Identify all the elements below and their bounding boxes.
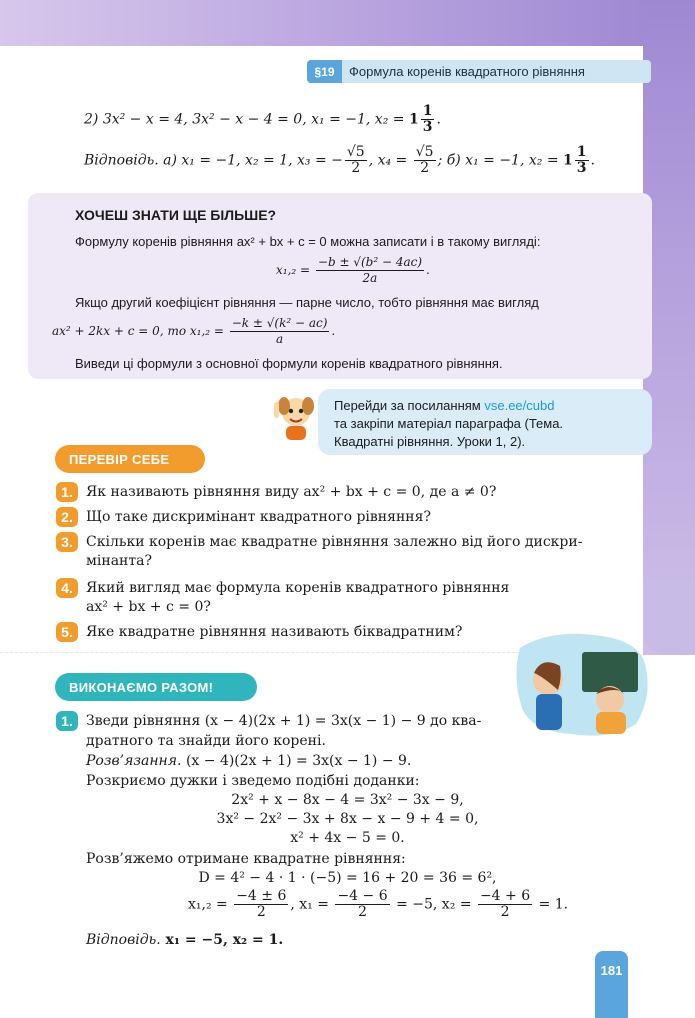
- section-header: [307, 60, 651, 83]
- callout-link[interactable]: vse.ee/cubd: [484, 398, 555, 413]
- answer-label: Відповідь.: [86, 932, 161, 948]
- do-together-header: ВИКОНАЄМО РАЗОМ!: [55, 673, 257, 701]
- question-number: 5.: [56, 622, 78, 642]
- example-answer: Відповідь. а) x₁ = −1, x₂ = 1, x₃ = − $\frac{√5}{2}$ , x₄ = $\frac{√5}{2}$ ; б) x₁ = −1, x₂ = 1 $\frac{1}{3}$ .: [84, 144, 595, 176]
- task-text-1: Зведи рівняння (x − 4)(2x + 1) = 3x(x − 1) − 9 до ква-: [86, 713, 482, 729]
- callout-line2: та закріпи матеріал параграфа (Тема.: [334, 416, 564, 431]
- question-3: Скільки коренів має квадратне рівняння залежно від його дискри-: [86, 534, 583, 550]
- final-answer: Відповідь. x₁ = −5, x₂ = 1.: [86, 932, 284, 948]
- mascot-icon: [270, 392, 318, 444]
- callout-line1: Перейди за посиланням vse.ee/cubd: [334, 398, 555, 413]
- question-4: Який вигляд має формула коренів квадратного рівняння: [86, 580, 510, 596]
- question-1: Як називають рівняння виду ax² + bx + c = 0, де a ≠ 0?: [86, 484, 497, 500]
- question-2: Що таке дискримінант квадратного рівняння?: [86, 509, 431, 525]
- divider: [0, 652, 520, 653]
- callout-line3: Квадратні рівняння. Уроки 1, 2).: [334, 434, 526, 449]
- formula-1: x₁,₂ = $\frac{\text{−b ± √(b² − 4ac)}}{2a}$ .: [276, 255, 430, 285]
- question-number: 1.: [56, 482, 78, 502]
- more-box-line1: Формулу коренів рівняння ax² + bx + c = 0 можна записати і в такому вигляді:: [75, 234, 541, 249]
- section-title: Формула коренів квадратного рівняння: [349, 64, 585, 79]
- more-box-line2: Якщо другий коефіцієнт рівняння — парне число, тобто рівняння має вигляд: [75, 295, 539, 310]
- question-number: 3.: [56, 532, 78, 552]
- section-number: §19: [307, 60, 342, 83]
- question-4-cont: ax² + bx + c = 0?: [86, 599, 211, 615]
- example-line: 2) 3x² − x = 4, 3x² − x − 4 = 0, x₁ = −1, x₂ = 1 $\frac{1}{3}$ .: [84, 103, 441, 135]
- solution-line: Розв’язання. (x − 4)(2x + 1) = 3x(x − 1) − 9.: [86, 753, 412, 769]
- question-number: 2.: [56, 507, 78, 527]
- page-number: 181: [595, 951, 628, 1018]
- more-box-line4: Виведи ці формули з основної формули коренів квадратного рівняння.: [75, 356, 503, 371]
- task-text-2: дратного та знайди його корені.: [86, 733, 326, 749]
- question-number: 4.: [56, 578, 78, 598]
- question-3-cont: мінанта?: [86, 553, 152, 569]
- equation-1: 2x² + x − 8x − 4 = 3x² − 3x − 9,: [231, 792, 464, 808]
- question-5: Яке квадратне рівняння називають біквадратним?: [86, 624, 463, 640]
- equation-2: 3x² − 2x² − 3x + 8x − x − 9 + 4 = 0,: [216, 811, 479, 827]
- top-band: [0, 0, 695, 46]
- task-number: 1.: [56, 711, 78, 731]
- more-box-title: ХОЧЕШ ЗНАТИ ЩЕ БІЛЬШЕ?: [75, 207, 277, 223]
- formula-2: ax² + 2kx + c = 0, то x₁,₂ = $\frac{\text{−k ± √(k² − ac)}}{a}$ .: [52, 316, 336, 346]
- students-illustration-icon: [512, 628, 652, 738]
- solution-label: Розв’язання.: [86, 753, 182, 769]
- equation-3: x² + 4x − 5 = 0.: [290, 830, 405, 846]
- step-2: Розв’яжемо отримане квадратне рівняння:: [86, 851, 406, 867]
- check-yourself-header: ПЕРЕВІР СЕБЕ: [55, 445, 205, 473]
- answer-label: Відповідь.: [84, 152, 159, 169]
- step-1: Розкриємо дужки і зведемо подібні доданки:: [86, 773, 420, 789]
- discriminant: D = 4² − 4 · 1 · (−5) = 16 + 20 = 36 = 6²,: [198, 870, 497, 886]
- roots-line: x₁,₂ = $\frac{-4 \pm 6}{2}$ , x₁ = $\frac{-4 - 6}{2}$ = −5, x₂ = $\frac{-4 + 6}{2}$ = 1.: [188, 888, 569, 920]
